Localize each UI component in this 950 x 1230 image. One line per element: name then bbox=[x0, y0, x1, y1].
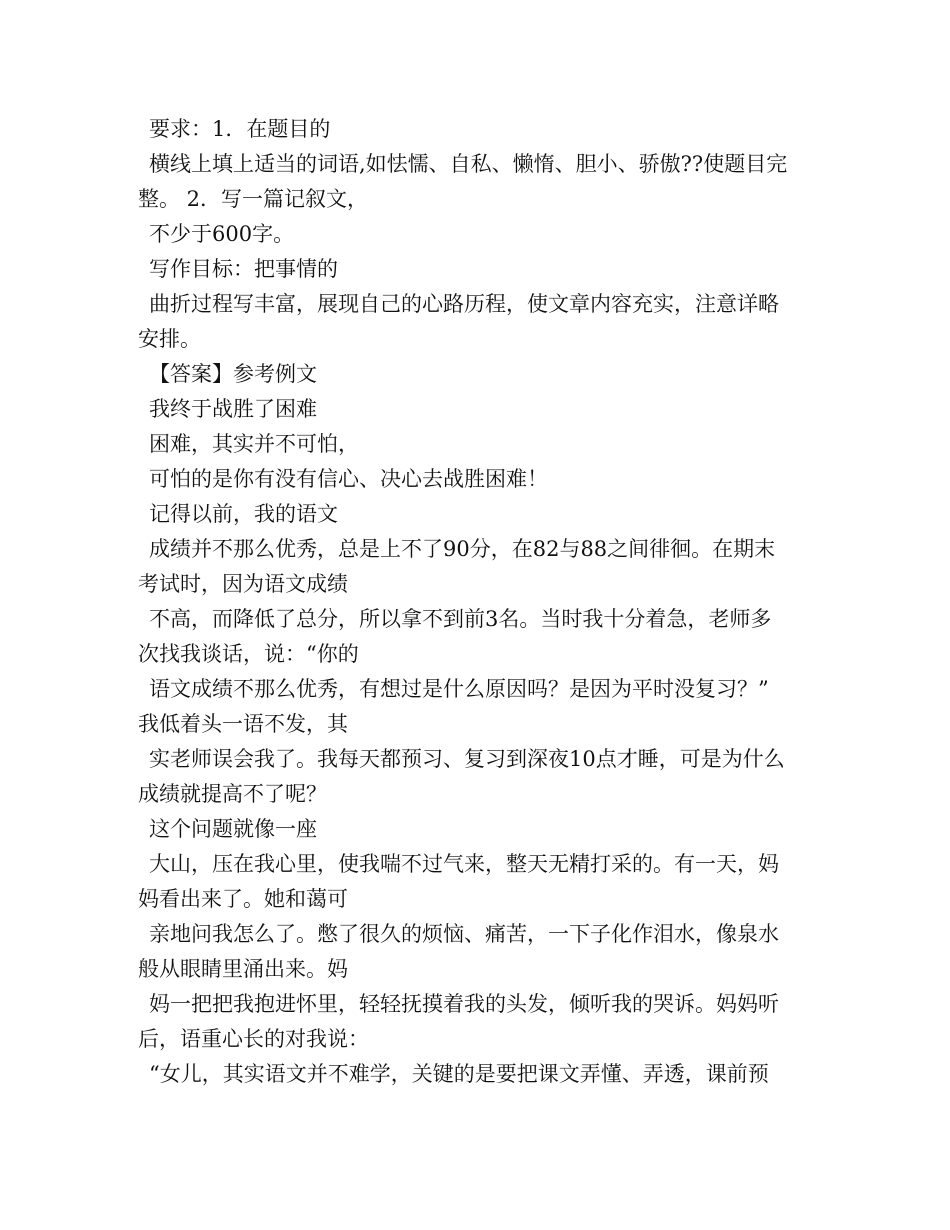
text-line: 横线上填上适当的词语,如怯懦、自私、懒惰、胆小、骄傲??使题目完 bbox=[149, 152, 788, 176]
text-line: 考试时，因为语文成绩 bbox=[138, 572, 348, 596]
text-line: 不少于600字。 bbox=[149, 222, 295, 246]
text-line: 后，语重心长的对我说： bbox=[138, 1027, 369, 1051]
text-line: 记得以前，我的语文 bbox=[149, 502, 338, 526]
section-heading: 【答案】参考例文 bbox=[149, 362, 317, 386]
text-line: 整。 2．写一篇记叙文， bbox=[138, 187, 369, 211]
text-line: 要求：1．在题目的 bbox=[149, 117, 331, 141]
text-line: 般从眼睛里涌出来。妈 bbox=[138, 957, 348, 981]
text-line: 妈一把把我抱进怀里，轻轻抚摸着我的头发，倾听我的哭诉。妈妈听 bbox=[149, 992, 779, 1016]
text-line: 困难，其实并不可怕， bbox=[149, 432, 359, 456]
text-line: 安排。 bbox=[138, 327, 201, 351]
text-line: 成绩就提高不了呢？ bbox=[138, 782, 327, 806]
text-line: 这个问题就像一座 bbox=[149, 817, 317, 841]
text-line: 可怕的是你有没有信心、决心去战胜困难！ bbox=[149, 467, 548, 491]
text-line: 亲地问我怎么了。憋了很久的烦恼、痛苦，一下子化作泪水，像泉水 bbox=[149, 922, 779, 946]
text-line: 实老师误会我了。我每天都预习、复习到深夜10点才睡，可是为什么 bbox=[149, 747, 785, 771]
text-line: 成绩并不那么优秀，总是上不了90分，在82与88之间徘徊。在期末 bbox=[149, 537, 776, 561]
text-line: 写作目标：把事情的 bbox=[149, 257, 338, 281]
text-line: 妈看出来了。她和蔼可 bbox=[138, 887, 348, 911]
essay-title: 我终于战胜了困难 bbox=[149, 397, 317, 421]
text-line: 不高，而降低了总分，所以拿不到前3名。当时我十分着急，老师多 bbox=[149, 607, 772, 631]
text-line: 大山，压在我心里，使我喘不过气来，整天无精打采的。有一天，妈 bbox=[149, 852, 779, 876]
text-line: 次找我谈话，说：“你的 bbox=[138, 642, 359, 666]
text-line: 语文成绩不那么优秀，有想过是什么原因吗？是因为平时没复习？” bbox=[149, 677, 769, 701]
text-line: 曲折过程写丰富，展现自己的心路历程，使文章内容充实，注意详略 bbox=[149, 292, 779, 316]
text-line: “女儿，其实语文并不难学，关键的是要把课文弄懂、弄透，课前预 bbox=[149, 1062, 769, 1086]
document-body bbox=[138, 112, 818, 1092]
text-line: 我低着头一语不发，其 bbox=[138, 712, 348, 736]
